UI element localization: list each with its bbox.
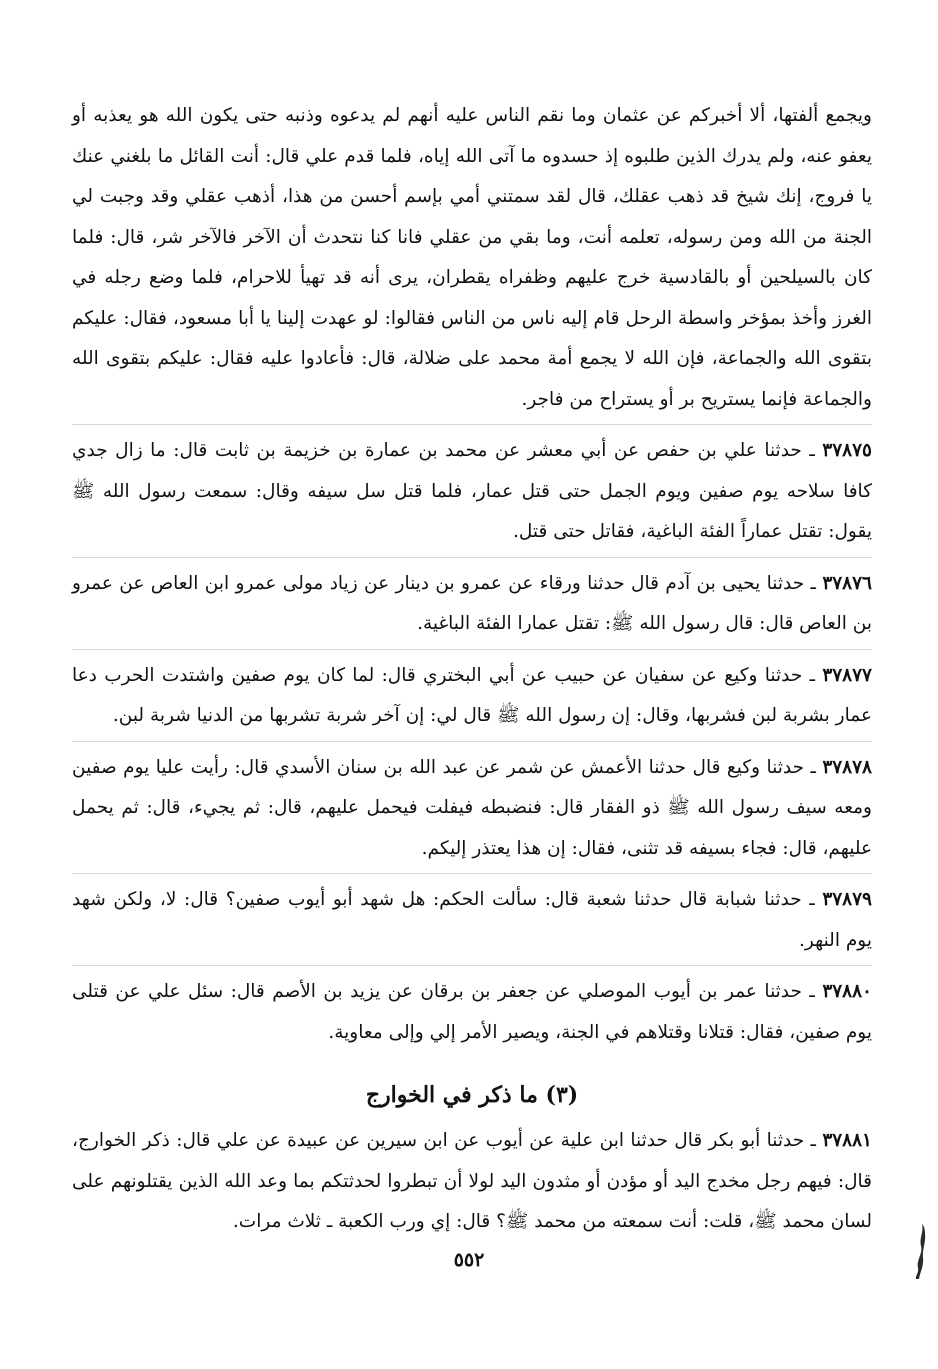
divider bbox=[72, 557, 872, 558]
divider bbox=[72, 741, 872, 742]
hadith-dash: ـ bbox=[801, 440, 815, 461]
divider bbox=[72, 649, 872, 650]
hadith-entry bbox=[72, 748, 872, 870]
divider bbox=[72, 873, 872, 874]
hadith-dash: ـ bbox=[801, 889, 815, 910]
hadith-number: ٣٧٨٧٥ bbox=[822, 440, 872, 461]
hadith-dash: ـ bbox=[804, 572, 816, 594]
hadith-entry bbox=[72, 1121, 872, 1243]
hadith-dash: ـ bbox=[804, 1130, 816, 1151]
hadith-text: حدثنا يحيى بن آدم قال حدثنا ورقاء عن عمرو بن دينار عن زياد مولى عمرو ابن العاص عن عمرو بن العاص قال: قال رسول الله ﷺ: تقتل عمارا الفئة الباغية. bbox=[72, 572, 872, 634]
hadith-number: ٣٧٨٧٦ bbox=[822, 572, 872, 594]
section-heading: (٣) ما ذكر في الخوارج bbox=[365, 1082, 579, 1108]
divider bbox=[72, 965, 872, 966]
page-body bbox=[72, 96, 872, 1243]
hadith-text: حدثنا أبو بكر قال حدثنا ابن علية عن أيوب عن ابن سيرين عن عبيدة عن علي قال: ذكر الخوارج، قال: فيهم رجل مخدج اليد أو مؤدن أو مثدون اليد لولا أن تبطروا لحدثتكم بما وعد الله الذين يقتلونهم على لسان محمد ﷺ، قلت: أنت سمعته من محمد ﷺ؟ قال: إي ورب الكعبة ـ ثلاث مرات. bbox=[72, 1130, 872, 1232]
hadith-text: حدثنا وكيع قال حدثنا الأعمش عن شمر عن عبد الله بن سنان الأسدي قال: رأيت عليا يوم صفين ومعه سيف رسول الله ﷺ ذو الفقار قال: فنضبطه فيفلت فيحمل عليهم، قال: ثم يجيء، قال: ثم يحمل عليهم، قال: فجاء بسيفه قد تثنى، فقال: إن هذا يعتذر إليكم. bbox=[72, 756, 872, 859]
hadith-text: حدثنا وكيع عن سفيان عن حبيب عن أبي البختري قال: لما كان يوم صفين واشتدت الحرب دعا عمار بشربة لبن فشربها، وقال: إن رسول الله ﷺ قال لي: إن آخر شربة تشربها من الدنيا شربة لبن. bbox=[72, 664, 872, 726]
hadith-number: ٣٧٨٧٩ bbox=[822, 889, 872, 910]
hadith-number: ٣٧٨٨٠ bbox=[822, 981, 872, 1002]
hadith-number: ٣٧٨٨١ bbox=[822, 1130, 872, 1151]
hadith-text: حدثنا عمر بن أيوب الموصلي عن جعفر بن برقان عن يزيد بن الأصم قال: سئل علي عن قتلى يوم صفين، فقال: قتلانا وقتلاهم في الجنة، ويصير الأمر إلي وإلى معاوية. bbox=[72, 981, 872, 1043]
hadith-dash: ـ bbox=[804, 756, 816, 778]
hadith-text: حدثنا علي بن حفص عن أبي معشر عن محمد بن عمارة بن خزيمة بن ثابت قال: ما زال جدي كافا سلاحه يوم صفين ويوم الجمل حتى قتل عمار، فلما قتل سل سيفه وقال: سمعت رسول الله ﷺ يقول: تقتل عماراً الفئة الباغية، فقاتل حتى قتل. bbox=[72, 440, 872, 542]
hadith-entry bbox=[72, 880, 872, 961]
hadith-text: حدثنا شبابة قال حدثنا شعبة قال: سألت الحكم: هل شهد أبو أيوب صفين؟ قال: لا، ولكن شهد يوم النهر. bbox=[72, 889, 872, 951]
divider bbox=[72, 424, 872, 425]
hadith-dash: ـ bbox=[802, 664, 815, 686]
hadith-entry bbox=[72, 431, 872, 553]
hadith-entry bbox=[72, 564, 872, 645]
page-number: ٥٥٢ bbox=[453, 1249, 485, 1271]
ink-smudge-icon bbox=[912, 1222, 928, 1280]
hadith-number: ٣٧٨٧٧ bbox=[822, 664, 872, 686]
hadith-number: ٣٧٨٧٨ bbox=[822, 756, 872, 778]
hadith-dash: ـ bbox=[801, 981, 815, 1002]
intro-paragraph: ويجمع ألفتها، ألا أخبركم عن عثمان وما نقم الناس عليه أنهم لم يدعوه وذنبه حتى يكون الله هو يعذبه أو يعفو عنه، ولم يدرك الذين طلبوه إذ حسدوه ما آتى الله إياه، فلما قدم علي قال: أنت القائل ما بلغني عنك يا فروج، إنك شيخ قد ذهب عقلك، قال لقد سمتني أمي بإسم أحسن من هذا، أذهب عقلي وقد وجبت لي الجنة من الله ومن رسوله، تعلمه أنت، وما بقي من عقلي فانا كنا نتحدث أن الآخر فالآخر شر، قال: فلما كان بالسيلحين أو بالقادسية خرج عليهم وظفراه يقطران، يرى أنه قد تهيأ للاحرام، فلما وضع رجله في الغرز وأخذ بمؤخر واسطة الرحل قام إليه ناس من الناس فقالوا: لو عهدت إلينا يا أبا مسعود، فقال: عليكم بتقوى الله والجماعة، فإن الله لا يجمع أمة محمد على ضلالة، قال: فأعادوا عليه فقال: عليكم بتقوى الله والجماعة فإنما يستريح بر أو يستراح من فاجر. bbox=[72, 105, 872, 410]
hadith-entry bbox=[72, 656, 872, 737]
hadith-entry bbox=[72, 972, 872, 1053]
